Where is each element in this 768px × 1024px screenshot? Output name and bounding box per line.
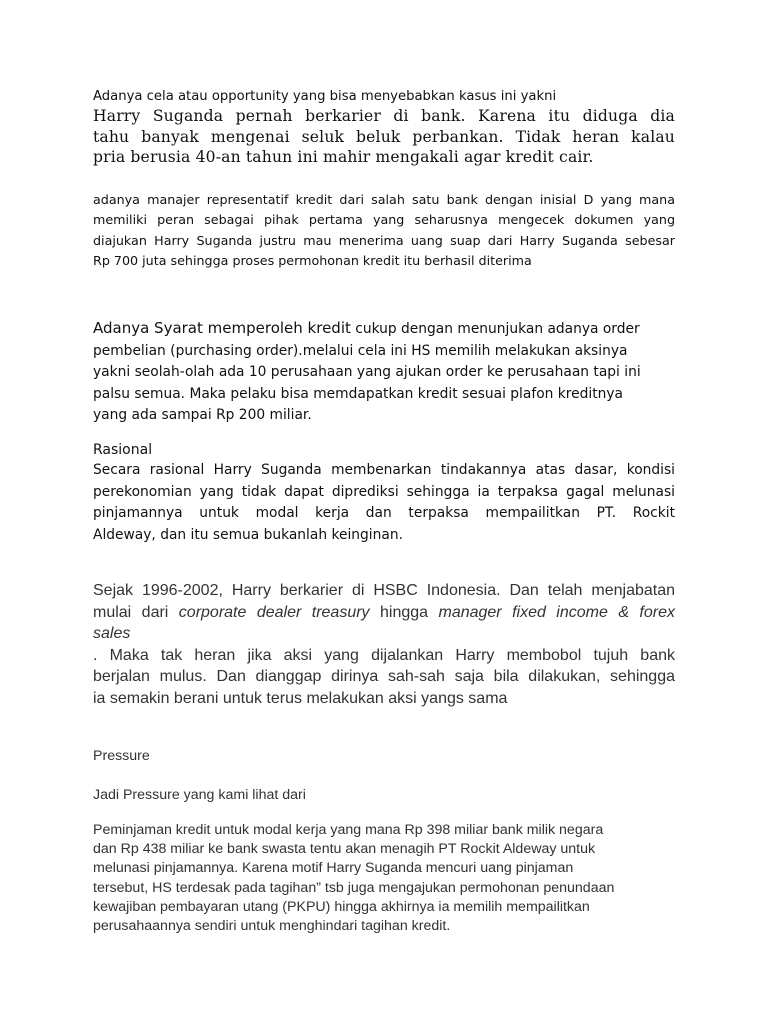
pressure-intro: Jadi Pressure yang kami lihat dari [93,787,306,803]
paragraph-pressure: Peminjaman kredit untuk modal kerja yang mana Rp 398 miliar bank milik negara dan Rp 438 miliar ke bank swasta tentu akan menagih PT Rockit Aldeway untuk melunasi pinjamannya. Karena motif Harry Suganda mencuri uang pinjaman tersebut, HS terdesak pada tagihan” tsb juga mengajukan permohonan penundaan kewajiban pembayaran utang (PKPU) hingga akhirnya ia memilih mempailitkan perusahaannya sendiri untuk menghindari tagihan kredit. [93,822,615,935]
intro-line: Adanya cela atau opportunity yang bisa menyebabkan kasus ini yakni [93,89,557,104]
serif-paragraph: Harry Suganda pernah berkarier di bank. Karena itu diduga dia tahu banyak mengenai seluk beluk perbankan. Tidak heran kalau pria berusia 40-an tahun ini mahir mengakali agar kredit cair. [93,107,675,166]
paragraph-rationalization: Secara rasional Harry Suganda membenarkan tindakannya atas dasar, kondisi perekonomian yang tidak dapat diprediksi sehingga ia terpaksa gagal melunasi pinjamannya untuk modal kerja dan terpaksa mempailitkan PT. Rockit Aldeway, dan itu semua bukanlah keinginan. [93,462,675,543]
rasional-heading: Rasional [93,442,153,458]
pressure-heading: Pressure [93,748,150,764]
paragraph-credit-requirement: Adanya Syarat memperoleh kredit cukup dengan menunjukan adanya order pembelian (purchasing order).melalui cela ini HS memilih melakukan aksinya yakni seolah-olah ada 10 perusahaan yang ajukan order ke perusahaan tapi ini palsu semua. Maka pelaku bisa memdapatkan kredit sesuai plafon kreditnya yang ada sampai Rp 200 miliar. [93,319,641,423]
paragraph-bribery: adanya manajer representatif kredit dari salah satu bank dengan inisial D yang mana memiliki peran sebagai pihak pertama yang seharusnya mengecek dokumen yang diajukan Harry Suganda justru mau menerima uang suap dari Harry Suganda sebesar Rp 700 juta sehingga proses permohonan kredit itu berhasil diterima [93,192,675,268]
paragraph-career: Sejak 1996-2002, Harry berkarier di HSBC Indonesia. Dan telah menjabatan mulai dari corporate dealer treasury hingga manager fixed income & forex sales . Maka tak heran jika aksi yang dijalankan Harry membobol tujuh bank berjalan mulus. Dan dianggap dirinya sah-sah saja bila dilakukan, sehingga ia semakin berani untuk terus melakukan aksi yangs sama [93,582,676,707]
